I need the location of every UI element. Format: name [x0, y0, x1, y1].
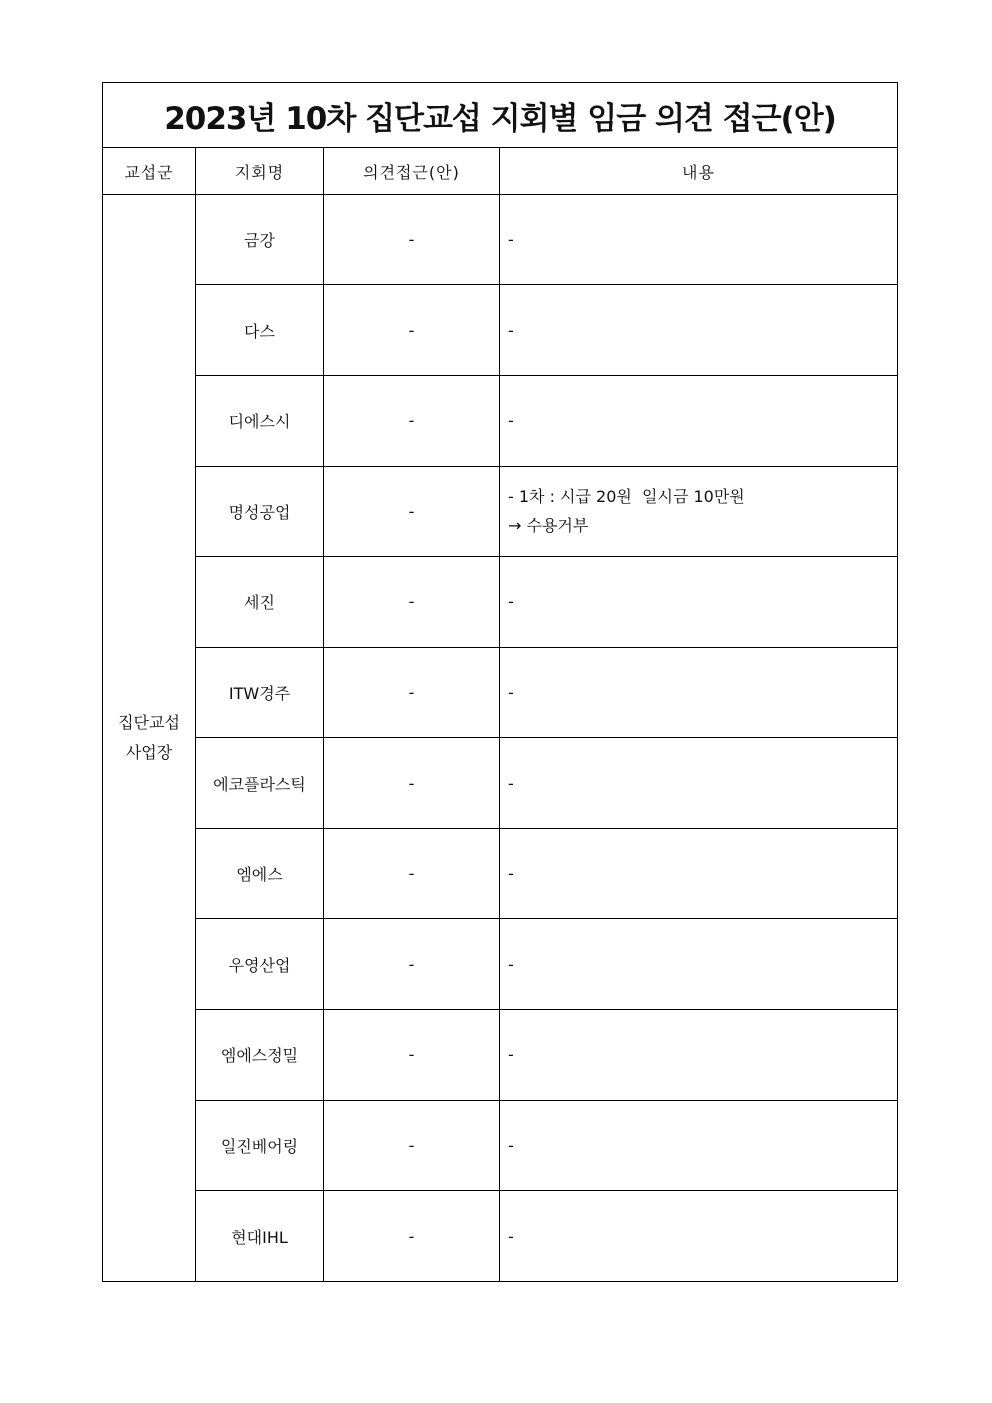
table-row [103, 194, 898, 285]
branch-name-cell: 일진베어링 [196, 1100, 324, 1191]
opinion-cell: - [324, 285, 500, 376]
header-branch: 지회명 [196, 148, 324, 194]
table-row [103, 375, 898, 466]
content-line: → 수용거부 [508, 516, 589, 536]
table-row [103, 557, 898, 648]
table-row [103, 738, 898, 829]
content-line: - [508, 1135, 514, 1155]
branch-name-cell: 다스 [196, 285, 324, 376]
table-row [103, 1010, 898, 1101]
header-row [103, 148, 898, 194]
header-group: 교섭군 [103, 148, 196, 194]
header-content: 내용 [500, 148, 898, 194]
branch-name-cell: 현대IHL [196, 1191, 324, 1282]
content-line: - [508, 1226, 514, 1246]
table-row [103, 919, 898, 1010]
table-row [103, 1100, 898, 1191]
content-cell [500, 375, 898, 466]
content-cell [500, 1191, 898, 1282]
opinion-cell: - [324, 1010, 500, 1101]
branch-name-cell: 명성공업 [196, 466, 324, 557]
group-cell [103, 194, 196, 1281]
content-cell [500, 194, 898, 285]
opinion-cell: - [324, 919, 500, 1010]
table-body [103, 83, 898, 1282]
table-row [103, 647, 898, 738]
wage-agreement-table [102, 82, 898, 1282]
content-line: - [508, 773, 514, 793]
content-line: - [508, 864, 514, 884]
document-title: 2023년 10차 집단교섭 지회별 임금 의견 접근(안) [103, 83, 898, 148]
group-label-line2: 사업장 [125, 742, 173, 762]
content-line: - [508, 1045, 514, 1065]
content-line: - [508, 954, 514, 974]
content-cell [500, 557, 898, 648]
branch-name-cell: 엠에스 [196, 828, 324, 919]
content-cell [500, 919, 898, 1010]
opinion-cell: - [324, 738, 500, 829]
content-line: - [508, 230, 514, 250]
header-opinion: 의견접근(안) [324, 148, 500, 194]
content-cell [500, 738, 898, 829]
branch-name-cell: 디에스시 [196, 375, 324, 466]
opinion-cell: - [324, 557, 500, 648]
content-cell [500, 1100, 898, 1191]
branch-name-cell: 엠에스정밀 [196, 1010, 324, 1101]
content-cell [500, 647, 898, 738]
content-cell [500, 828, 898, 919]
content-cell [500, 466, 898, 557]
branch-name-cell: 세진 [196, 557, 324, 648]
content-cell [500, 1010, 898, 1101]
opinion-cell: - [324, 466, 500, 557]
content-line: - [508, 411, 514, 431]
content-line: - [508, 592, 514, 612]
title-row [103, 83, 898, 148]
content-line: - [508, 682, 514, 702]
branch-name-cell: 우영산업 [196, 919, 324, 1010]
opinion-cell: - [324, 375, 500, 466]
content-cell [500, 285, 898, 376]
branch-name-cell: ITW경주 [196, 647, 324, 738]
branch-name-cell: 금강 [196, 194, 324, 285]
table-row [103, 828, 898, 919]
opinion-cell: - [324, 194, 500, 285]
table-row [103, 466, 898, 557]
opinion-cell: - [324, 1191, 500, 1282]
opinion-cell: - [324, 828, 500, 919]
branch-name-cell: 에코플라스틱 [196, 738, 324, 829]
table-row [103, 285, 898, 376]
content-line: - [508, 320, 514, 340]
opinion-cell: - [324, 1100, 500, 1191]
opinion-cell: - [324, 647, 500, 738]
content-line: - 1차 : 시급 20원 일시금 10만원 [508, 487, 745, 507]
group-label-line1: 집단교섭 [118, 712, 180, 732]
table-row [103, 1191, 898, 1282]
